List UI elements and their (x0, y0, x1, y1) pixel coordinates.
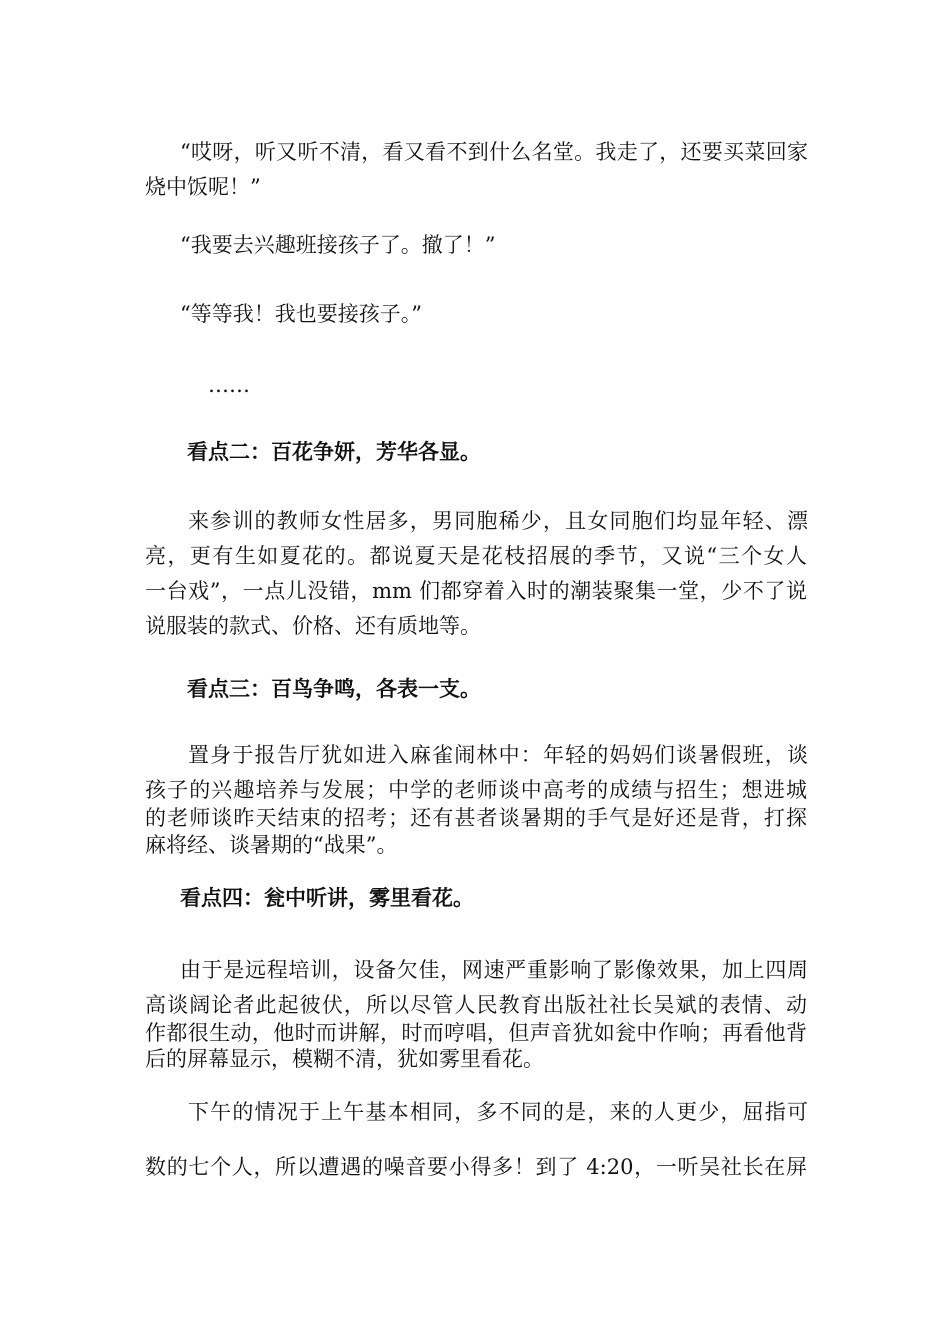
paragraph-line: 置身于报告厅犹如进入麻雀闹林中：年轻的妈妈们谈暑假班，谈 (188, 743, 808, 767)
paragraph-line: “等等我！我也要接孩子。” (180, 302, 422, 326)
section-heading: 看点二：百花争妍，芳华各显。 (187, 439, 481, 464)
paragraph-line: 一台戏”，一点儿没错，mm 们都穿着入时的潮装聚集一堂，少不了说 (145, 579, 807, 603)
paragraph-line: 孩子的兴趣培养与发展；中学的老师谈中高考的成绩与招生；想进城 (145, 778, 807, 802)
paragraph-line: 麻将经、谈暑期的“战果”。 (145, 833, 398, 857)
paragraph-line: “我要去兴趣班接孩子了。撤了！” (180, 233, 496, 257)
section-heading: 看点三：百鸟争鸣，各表一支。 (187, 676, 481, 701)
paragraph-line: 亮，更有生如夏花的。都说夏天是花枝招展的季节，又说“三个女人 (145, 544, 807, 568)
paragraph-line: 说服装的款式、价格、还有质地等。 (145, 614, 481, 638)
paragraph-line: 后的屏幕显示，模糊不清，犹如雾里看花。 (145, 1047, 544, 1071)
paragraph-line: 来参训的教师女性居多，男同胞稀少，且女同胞们均显年轻、漂 (188, 509, 808, 533)
paragraph-line: 下午的情况于上午基本相同，多不同的是，来的人更少，屈指可 (188, 1100, 808, 1124)
paragraph-line: 由于是远程培训，设备欠佳，网速严重影响了影像效果，加上四周 (180, 958, 808, 982)
paragraph-line: 作都很生动，他时而讲解，时而哼唱，但声音犹如瓮中作响；再看他背 (145, 1021, 807, 1045)
ellipsis: …… (208, 373, 250, 397)
paragraph-line: 高谈阔论者此起彼伏，所以尽管人民教育出版社社长吴斌的表情、动 (145, 993, 807, 1017)
paragraph-line: 烧中饭呢！” (145, 175, 261, 199)
section-heading: 看点四：瓮中听讲，雾里看花。 (180, 885, 474, 910)
paragraph-line: 的老师谈昨天结束的招考；还有甚者谈暑期的手气是好还是背，打探 (145, 806, 807, 830)
paragraph-line: 数的七个人，所以遭遇的噪音要小得多！到了 4:20，一听吴社长在屏 (145, 1155, 807, 1179)
paragraph-line: “哎呀，听又听不清，看又看不到什么名堂。我走了，还要买菜回家 (180, 140, 808, 164)
